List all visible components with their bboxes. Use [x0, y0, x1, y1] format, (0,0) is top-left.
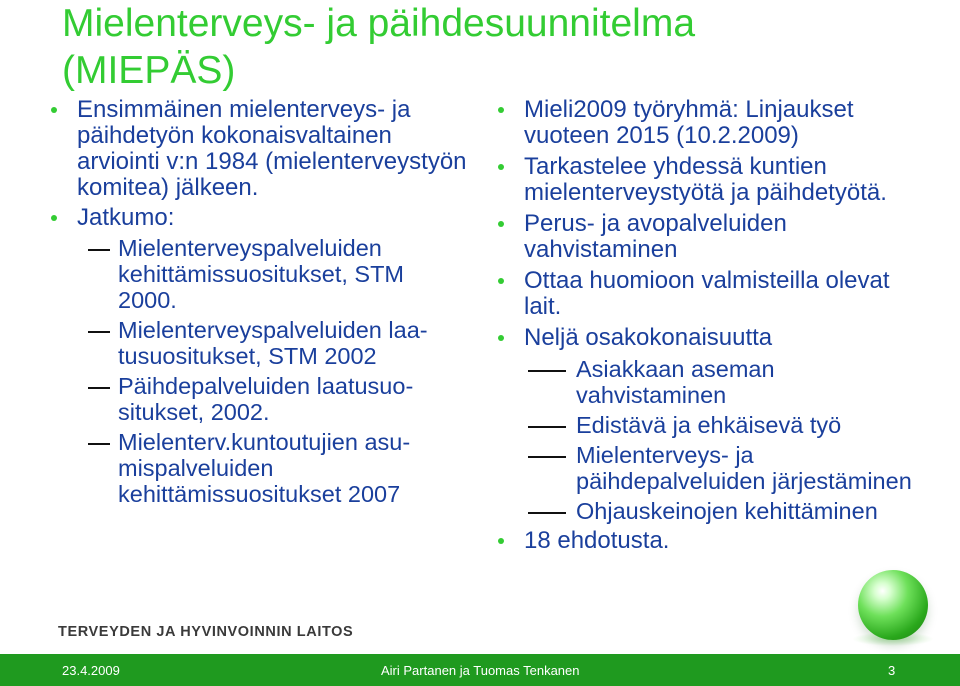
bullet-text: Ottaa huomioon valmisteilla olevat lait. — [524, 267, 890, 320]
bullet-item — [495, 268, 915, 320]
bullet-item — [495, 325, 915, 351]
right-column — [495, 97, 915, 559]
sub-bullet-text: Mielenterveyspalveluiden kehittämissuositukset, STM 2000. — [118, 235, 405, 313]
bullet-item — [48, 97, 468, 201]
bullet-dot-icon — [498, 335, 504, 341]
dash-icon — [528, 456, 566, 458]
sub-bullet-text: Mielenterveyspalveluiden laa-tusuositukset, STM 2002 — [118, 317, 428, 369]
sub-bullet-item — [495, 442, 915, 494]
dash-icon — [528, 370, 566, 372]
bullet-item — [48, 205, 468, 231]
organization-logo: TERVEYDEN JA HYVINVOINNIN LAITOS — [58, 624, 354, 640]
sub-bullet-item — [48, 429, 468, 507]
sub-bullet-item — [48, 373, 468, 425]
title-line-2: (MIEPÄS) — [62, 49, 236, 92]
dash-icon — [88, 249, 110, 251]
bullet-text: Mieli2009 työryhmä: Linjaukset vuoteen 2015 (10.2.2009) — [524, 96, 854, 149]
dash-icon — [528, 512, 566, 514]
dash-icon — [88, 331, 110, 333]
sub-bullet-text: Edistävä ja ehkäisevä työ — [576, 412, 842, 438]
bullet-text: Neljä osakokonaisuutta — [524, 324, 773, 351]
bullet-text: Ensimmäinen mielenterveys- ja päihdetyön kokonaisvaltainen arviointi v:n 1984 (mielenterveystyön komitea) jälkeen. — [77, 96, 467, 201]
footer-authors: Airi Partanen ja Tuomas Tenkanen — [381, 663, 580, 678]
bullet-text: Jatkumo: — [77, 204, 175, 231]
sub-bullet-text: Asiakkaan aseman vahvistaminen — [576, 356, 775, 408]
bullet-item — [495, 211, 915, 263]
left-column — [48, 97, 468, 511]
slide-title — [62, 0, 922, 94]
bullet-dot-icon — [498, 164, 504, 170]
bullet-dot-icon — [498, 538, 504, 544]
sub-bullet-text: Mielenterv.kuntoutujien asu-mispalveluiden kehittämissuositukset 2007 — [118, 429, 411, 507]
bullet-item — [495, 97, 915, 149]
green-sphere-icon — [858, 570, 928, 640]
footer-date: 23.4.2009 — [62, 663, 120, 678]
sub-bullet-item — [495, 412, 915, 438]
bullet-dot-icon — [498, 278, 504, 284]
dash-icon — [88, 443, 110, 445]
dash-icon — [88, 387, 110, 389]
sub-bullet-item — [495, 356, 915, 408]
sub-bullet-item — [48, 317, 468, 369]
footer-bar — [0, 654, 960, 686]
page-number: 3 — [888, 663, 896, 678]
sub-bullet-text: Päihdepalveluiden laatusuo-situkset, 2002. — [118, 373, 414, 425]
bullet-dot-icon — [51, 107, 57, 113]
bullet-item — [495, 154, 915, 206]
bullet-dot-icon — [51, 215, 57, 221]
bullet-dot-icon — [498, 107, 504, 113]
bullet-text: Perus- ja avopalveluiden vahvistaminen — [524, 210, 787, 263]
bullet-dot-icon — [498, 221, 504, 227]
sub-bullet-item — [48, 235, 468, 313]
bullet-item — [495, 528, 915, 554]
dash-icon — [528, 426, 566, 428]
bullet-text: 18 ehdotusta. — [524, 527, 670, 554]
sub-bullet-item — [495, 498, 915, 524]
title-line-1: Mielenterveys- ja päihdesuunnitelma — [62, 2, 696, 45]
bullet-text: Tarkastelee yhdessä kuntien mielenterveystyötä ja päihdetyötä. — [524, 153, 887, 206]
sub-bullet-text: Ohjauskeinojen kehittäminen — [576, 498, 878, 524]
sub-bullet-text: Mielenterveys- ja päihdepalveluiden järjestäminen — [576, 442, 912, 494]
